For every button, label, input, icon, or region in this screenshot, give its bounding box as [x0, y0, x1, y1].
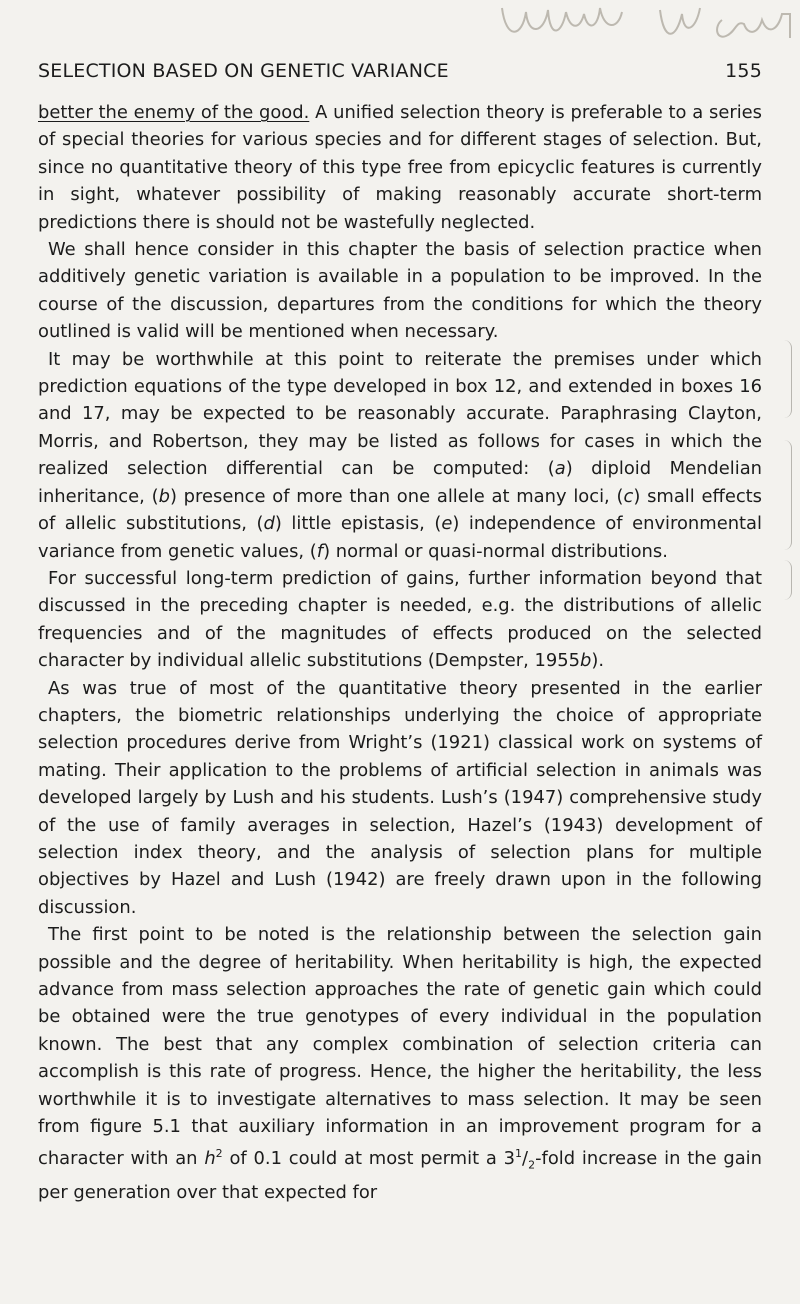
paragraph [38, 921, 762, 1207]
text-run: It may be worthwhile at this point to reiterate the premises under which prediction equations of the type developed in box 12, and extended in boxes 16 and 17, may be expected to be reasonably accurate. Paraphrasing Clayton, Morris, and Robertson, they may be listed as follows for cases in which the realized selection differential can be computed: ( [38, 348, 762, 480]
text-run: e [441, 513, 453, 535]
text-run: ) little epistasis, ( [274, 513, 442, 535]
text-run: d [263, 513, 275, 535]
text-run: 2 [528, 1158, 536, 1172]
paragraph [38, 675, 762, 922]
text-run: better the enemy of the good. [38, 102, 310, 123]
text-run: 2 [215, 1147, 223, 1161]
text-run: a [554, 458, 566, 480]
text-run: ) normal or quasi-normal distributions. [323, 540, 668, 562]
text-run: A unified selection theory is preferable to a series of special theories for various species and for different stages of selection. But, since no quantitative theory of this type free from epicyclic features is currently in sight, whatever possibility of making reasonably accurate short-term predictions there is should not be wastefully neglected. [38, 102, 762, 233]
text-run: ) diploid Mendelian inheritance, ( [38, 458, 763, 507]
text-run: ) small effects of allelic substitutions, ( [38, 485, 762, 535]
text-run: For successful long-term prediction of gains, further information beyond that discussed in the preceding chapter is needed, e.g. the distributions of allelic frequencies and of the magnitudes of effects produced on the selected character by individual allelic substitutions (Dempster, 1955 [38, 567, 762, 672]
paragraph [38, 346, 762, 565]
text-run: b [158, 485, 170, 507]
handwritten-annotation [500, 0, 800, 55]
paragraph [38, 236, 762, 346]
text-run: h [204, 1148, 216, 1170]
text-run: / [522, 1148, 529, 1170]
text-run: ) independence of environmental variance from genetic values, ( [38, 513, 762, 562]
running-head [38, 60, 762, 82]
text-run: The first point to be noted is the relationship between the selection gain possible and the degree of heritability. When heritability is high, the expected advance from mass selection approaches the rate of genetic gain which could be obtained were the true genotypes of every individual in the population known. The best that any complex combination of selection criteria can accomplish is this rate of progress. Hence, the higher the heritability, the less worthwhile it is to investigate alternatives to mass selection. It may be seen from figure 5.1 that auxiliary information in an improvement program for a character with an [38, 924, 762, 1170]
text-run: As was true of most of the quantitative theory presented in the earlier chapters, the biometric relationships underlying the choice of appropriate selection procedures derive from Wright’s (1921) classical work on systems of mating. Their application to the problems of artificial selection in animals was developed largely by Lush and his students. Lush’s (1947) comprehensive study of the use of family averages in selection, Hazel’s (1943) development of selection index theory, and the analysis of selection plans for multiple objectives by Hazel and Lush (1942) are freely drawn upon in the following discussion. [38, 677, 762, 918]
text-run: of 0.1 could at most permit a 3 [222, 1148, 516, 1170]
paragraph [38, 99, 762, 236]
text-run: We shall hence consider in this chapter the basis of selection practice when additively genetic variation is available in a population to be improved. In the course of the discussion, departures from the conditions for which the theory outlined is valid will be mentioned when necessary. [38, 239, 762, 343]
text-run: ). [591, 650, 605, 672]
page-number: 155 [725, 60, 762, 82]
body-text [38, 99, 762, 1207]
text-run: -fold increase in the gain per generation over that expected for [38, 1148, 762, 1204]
paragraph [38, 565, 762, 675]
text-run: 1 [515, 1147, 523, 1161]
margin-bracket-mark [777, 440, 792, 550]
text-run: c [623, 485, 634, 507]
margin-bracket-mark [777, 340, 792, 418]
text-run: f [316, 540, 324, 562]
margin-bracket-mark [777, 560, 792, 600]
text-run: ) presence of more than one allele at many loci, ( [169, 485, 624, 507]
running-title: SELECTION BASED ON GENETIC VARIANCE [38, 60, 449, 82]
text-run: b [579, 650, 592, 672]
